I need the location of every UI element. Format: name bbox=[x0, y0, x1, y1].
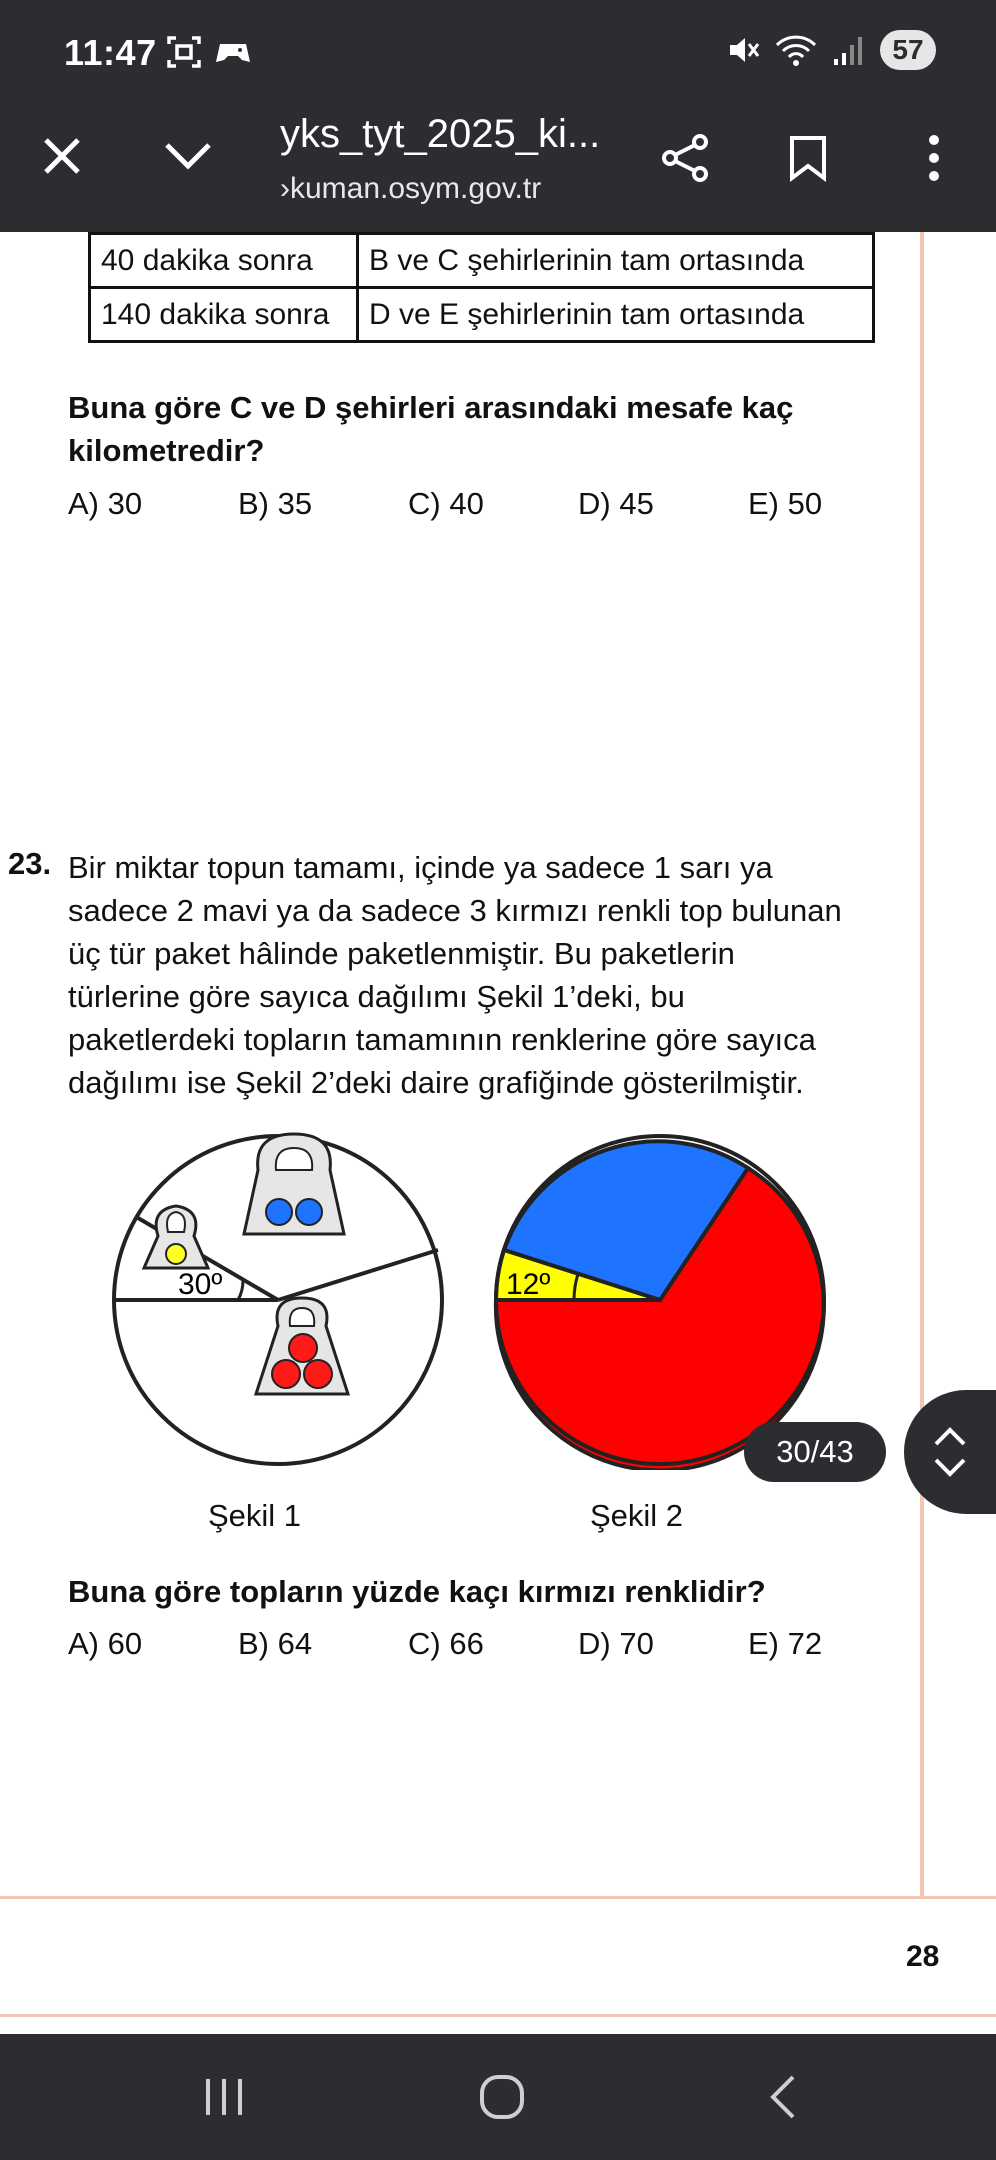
more-options-button[interactable] bbox=[894, 118, 974, 198]
status-icons-left bbox=[166, 34, 252, 70]
table-cell: 140 dakika sonra bbox=[90, 288, 358, 342]
q22-question-line: kilometredir? bbox=[68, 433, 265, 468]
page-title: yks_tyt_2025_ki... bbox=[280, 112, 601, 156]
figure-2-pie bbox=[490, 1130, 830, 1470]
top-bar bbox=[0, 0, 996, 232]
status-icons-right bbox=[726, 30, 936, 70]
recent-apps-button[interactable] bbox=[184, 2062, 264, 2132]
game-controller-icon bbox=[214, 34, 252, 70]
choice-b[interactable]: B) 35 bbox=[238, 486, 313, 521]
q23-choices bbox=[68, 1626, 918, 1662]
page-scroll-button[interactable] bbox=[904, 1390, 996, 1514]
more-vertical-icon bbox=[926, 133, 942, 183]
wifi-icon bbox=[774, 33, 818, 67]
close-button[interactable] bbox=[22, 116, 102, 196]
home-icon bbox=[478, 2073, 526, 2121]
table-row bbox=[90, 288, 874, 342]
back-icon bbox=[765, 2073, 799, 2121]
status-time: 11:47 bbox=[64, 32, 157, 73]
table-cell: 40 dakika sonra bbox=[90, 234, 358, 288]
pdf-page-number: 28 bbox=[906, 1940, 940, 1973]
home-button[interactable] bbox=[462, 2062, 542, 2132]
q23-text-line: paketlerdeki topların tamamının renklerine göre sayıca bbox=[68, 1022, 816, 1057]
share-icon bbox=[660, 132, 712, 184]
recent-apps-icon bbox=[202, 2077, 246, 2117]
q23-question: Buna göre topların yüzde kaçı kırmızı renklidir? bbox=[68, 1574, 766, 1609]
figure-1-pie bbox=[110, 1130, 450, 1470]
figure-1-caption: Şekil 1 bbox=[208, 1498, 302, 1533]
choice-d[interactable]: D) 70 bbox=[578, 1626, 654, 1661]
q22-question bbox=[68, 386, 908, 472]
page-domain: ›kuman.osym.gov.tr bbox=[280, 172, 542, 205]
page-border-bottom bbox=[0, 1896, 996, 1899]
choice-c[interactable]: C) 40 bbox=[408, 486, 484, 521]
collapse-button[interactable] bbox=[148, 116, 228, 196]
choice-a[interactable]: A) 30 bbox=[68, 486, 143, 521]
bookmark-icon bbox=[788, 134, 828, 182]
close-icon bbox=[40, 134, 84, 178]
figure-2-caption: Şekil 2 bbox=[590, 1498, 684, 1533]
system-nav-bar bbox=[0, 2034, 996, 2160]
choice-e[interactable]: E) 72 bbox=[748, 1626, 823, 1661]
choice-a[interactable]: A) 60 bbox=[68, 1626, 143, 1661]
battery-indicator: 57 bbox=[880, 30, 936, 70]
back-button[interactable] bbox=[742, 2062, 822, 2132]
page-border-right bbox=[920, 232, 924, 1896]
table-cell: B ve C şehirlerinin tam ortasında bbox=[358, 234, 874, 288]
share-button[interactable] bbox=[646, 118, 726, 198]
table-cell: D ve E şehirlerinin tam ortasında bbox=[358, 288, 874, 342]
position-table bbox=[88, 232, 875, 343]
choice-d[interactable]: D) 45 bbox=[578, 486, 654, 521]
q22-choices bbox=[68, 486, 918, 522]
q23-text-line: sadece 2 mavi ya da sadece 3 kırmızı renkli top bulunan bbox=[68, 893, 842, 928]
q22-question-line: Buna göre C ve D şehirleri arasındaki mesafe kaç bbox=[68, 390, 794, 425]
page-indicator-badge: 30/43 bbox=[744, 1422, 886, 1482]
choice-c[interactable]: C) 66 bbox=[408, 1626, 484, 1661]
table-row bbox=[90, 234, 874, 288]
screenshot-icon bbox=[166, 34, 202, 70]
figure-2-angle-label: 12º bbox=[506, 1268, 551, 1301]
q23-number: 23. bbox=[8, 846, 52, 881]
signal-icon bbox=[832, 33, 866, 67]
mute-icon bbox=[726, 33, 760, 67]
bookmark-button[interactable] bbox=[768, 118, 848, 198]
q23-text-line: Bir miktar topun tamamı, içinde ya sadece 1 sarı ya bbox=[68, 850, 773, 885]
q23-text bbox=[68, 846, 908, 1104]
chevron-up-down-icon bbox=[930, 1420, 970, 1484]
q23-text-line: dağılımı ise Şekil 2’deki daire grafiğinde gösterilmiştir. bbox=[68, 1065, 804, 1100]
figure-1-angle-label: 30º bbox=[178, 1268, 223, 1301]
choice-e[interactable]: E) 50 bbox=[748, 486, 823, 521]
q23-text-line: üç tür paket hâlinde paketlenmiştir. Bu paketlerin bbox=[68, 936, 735, 971]
page-border-next bbox=[0, 2014, 996, 2017]
chevron-down-icon bbox=[163, 141, 213, 171]
choice-b[interactable]: B) 64 bbox=[238, 1626, 313, 1661]
q23-text-line: türlerine göre sayıca dağılımı Şekil 1’deki, bu bbox=[68, 979, 685, 1014]
